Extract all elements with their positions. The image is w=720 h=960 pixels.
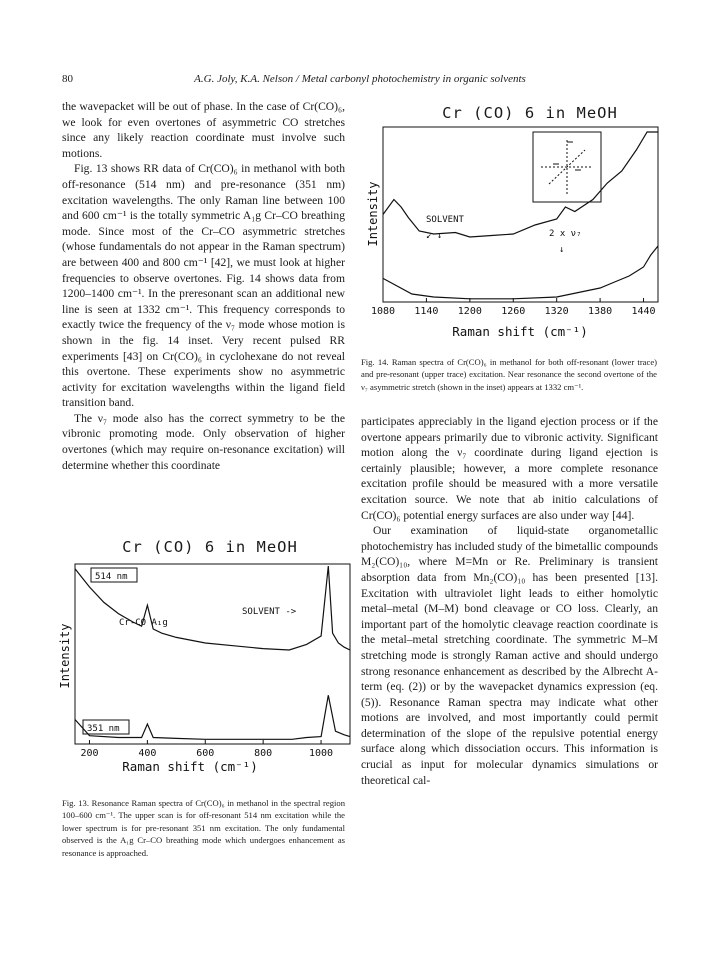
fig13-xlabel: Raman shift (cm⁻¹) — [122, 759, 258, 774]
running-title: A.G. Joly, K.A. Nelson / Metal carbonyl photochemistry in organic solvents — [194, 73, 526, 85]
fig14-xlabel: Raman shift (cm⁻¹) — [452, 324, 588, 339]
fig13-chart — [55, 556, 355, 786]
fig13-ylabel: Intensity — [58, 623, 72, 689]
right-column — [361, 414, 658, 788]
fig13-tick-label: 200 — [80, 748, 99, 759]
fig13-tick-label: 400 — [138, 748, 157, 759]
paragraph: Fig. 13 shows RR data of Cr(CO)₆ in methanol with both off-resonance (514 nm) and pre-resonance (351 nm) excitation wavelengths. The only Raman line between 100 and 600 cm⁻¹ is the totally symmetric A₁g Cr–CO breathing mode. Since most of the Cr–CO asymmetric stretches (whose fundamentals do not appear in the Raman spectrum) are between 400 and 800 cm⁻¹ [42], we must look at higher frequencies to observe overtones. Fig. 14 shows data from 1200–1400 cm⁻¹. In the preresonant scan an additional new line is seen at 1332 cm⁻¹. This frequency corresponds to exactly twice the frequency of the ν₇ mode whose motion is shown in the fig. 14 inset. Very recent pulsed RR experiments [43] on Cr(CO)₆ in cyclohexane do not reveal this overtone. These experiments show no asymmetric activity for excitation wavelengths within the ligand field transition band. — [62, 162, 345, 410]
fig14-solvent-arrow: ↙ ↓ — [426, 231, 443, 241]
fig14-tick-label: 1320 — [544, 306, 569, 317]
page-number: 80 — [62, 73, 73, 85]
fig14-title: Cr (CO) 6 in MeOH — [442, 104, 618, 122]
fig14-tick-label: 1140 — [414, 306, 439, 317]
fig14-ylabel: Intensity — [366, 181, 380, 247]
fig14-tick-label: 1200 — [457, 306, 482, 317]
fig13-tick-label: 1000 — [309, 748, 334, 759]
fig13-title: Cr (CO) 6 in MeOH — [122, 538, 298, 556]
fig14-tick-label: 1440 — [631, 306, 656, 317]
fig14-solvent-label: SOLVENT — [426, 215, 464, 225]
fig14-plot-frame — [383, 127, 658, 302]
fig14-chart — [363, 122, 673, 352]
fig13-label-514-text: 514 nm — [95, 572, 128, 582]
fig14-series-line-0 — [383, 132, 658, 237]
fig14-series-line-1 — [383, 246, 658, 299]
paragraph: participates appreciably in the ligand ejection process or if the overtone appears primarily due to vibronic activity. Significant motion along the ν₇ coordinate during ligand ejection is certainly plausible; however, a more complete resonance excitation profile should be measured with a more versatile excitation source. We note that ab initio calculations of Cr(CO)₆ potential energy surfaces are also under way [44]. — [361, 415, 658, 522]
fig13-plot-frame — [75, 564, 350, 744]
left-column — [62, 99, 345, 473]
fig14-inset — [533, 132, 601, 202]
fig14-caption: Fig. 14. Raman spectra of Cr(CO)₆ in methanol for both off-resonant (lower trace) and pre-resonant (upper trace) excitation. Near resonance the second overtone of the ν₇ asymmetric stretch (shown in the inset) appears at 1332 cm⁻¹. — [361, 357, 657, 392]
fig13-label-351-text: 351 nm — [87, 724, 120, 734]
fig14-tick-label: 1380 — [588, 306, 613, 317]
fig13-breathing-label: Cr-CO A₁g — [119, 618, 168, 628]
paragraph: the wavepacket will be out of phase. In the case of Cr(CO)₆, we look for even overtones of asymmetric CO stretches since any likely reaction coordinate must involve such motions. — [62, 100, 345, 160]
paragraph: Our examination of liquid-state organometallic photochemistry has included study of the bimetallic compounds M₂(CO)₁₀, where M=Mn or Re. Preliminary is transient absorption data from Mn₂(CO)₁₀ has been presented [13]. Excitation with ultraviolet light leads to either homolytic metal–metal (M–M) bond cleavage or CO loss. Clearly, an important part of the homolytic cleavage reaction coordinate is the metal–metal stretching coordinate. The symmetric M–M stretching mode is strongly Raman active and should undergo strong resonance enhancement as described by the Albrecht A-term (eq. (2)) or by the wavepacket dynamics expression (eq. (5)). Resonance Raman spectra may indicate what other motions are involved, and most importantly could permit determination of the slope of the repulsive potential energy surface along which dissociation occurs. This information is crucial as input for molecular dynamics simulations or theoretical cal- — [361, 524, 658, 787]
fig14-overtone-label: 2 x ν₇ — [549, 229, 582, 239]
fig13-tick-label: 600 — [196, 748, 215, 759]
fig14-overtone-arrow: ↓ — [559, 245, 565, 255]
fig13-tick-label: 800 — [254, 748, 273, 759]
fig13-caption: Fig. 13. Resonance Raman spectra of Cr(CO)₆ in methanol in the spectral region 100–600 cm⁻¹. The upper scan is for off-resonant 514 nm excitation while the lower spectrum is for pre-resonant 351 nm excitation. The only fundamental observed is the A₁g Cr–CO breathing mode which undergoes enhancement as resonance is approached. — [62, 798, 345, 858]
fig14-tick-label: 1080 — [370, 306, 396, 317]
fig13-solvent-label: SOLVENT -> — [242, 607, 297, 617]
fig14-tick-label: 1260 — [501, 306, 526, 317]
paragraph: The ν₇ mode also has the correct symmetry to be the vibronic promoting mode. Only observation of higher overtones (which may require on-resonance excitation) will determine whether this coordinate — [62, 411, 345, 472]
